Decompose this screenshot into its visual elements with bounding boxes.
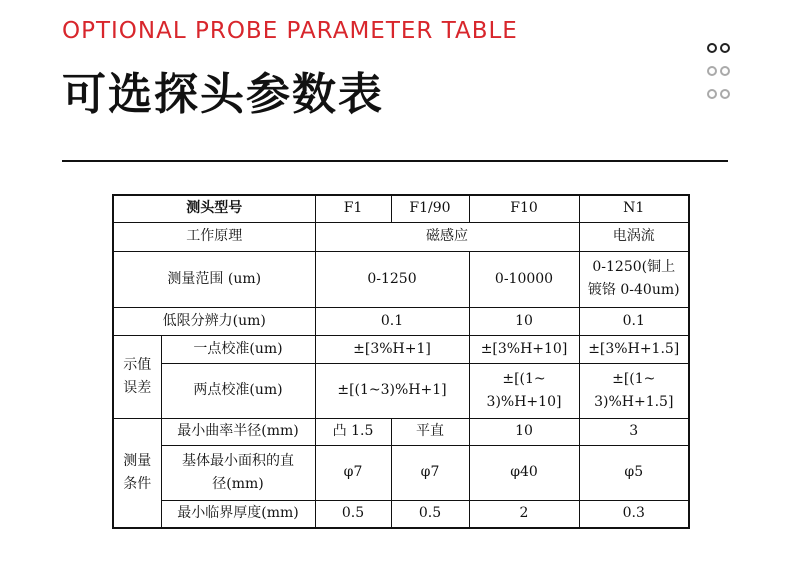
row-label xyxy=(161,445,315,500)
cell-line: 基体最小面积的直 xyxy=(182,452,294,469)
header-cell: F1/90 xyxy=(391,195,469,222)
group-label xyxy=(113,418,161,528)
row-label: 两点校准(um) xyxy=(161,363,315,418)
cell-line: 测量 xyxy=(123,452,152,469)
table-cell xyxy=(579,363,689,418)
cell-line: 3)%H+10] xyxy=(486,393,562,410)
cell-line: 0-1250(铜上 xyxy=(592,259,676,275)
header-cell: 测头型号 xyxy=(113,195,315,222)
header-cell: N1 xyxy=(579,195,689,222)
row-label: 测量范围 (um) xyxy=(113,251,315,307)
table-row xyxy=(113,307,689,335)
table-cell: φ5 xyxy=(579,445,689,500)
row-label: 一点校准(um) xyxy=(161,335,315,363)
row-label: 最小曲率半径(mm) xyxy=(161,418,315,445)
cell-line: ±[(1~ xyxy=(502,370,546,387)
row-label: 工作原理 xyxy=(113,222,315,251)
table-cell: 磁感应 xyxy=(315,222,579,251)
table-row xyxy=(113,500,689,528)
table-cell: φ7 xyxy=(391,445,469,500)
cell-line: 镀铬 0-40um) xyxy=(587,282,680,298)
table-cell: φ40 xyxy=(469,445,579,500)
row-label: 低限分辨力(um) xyxy=(113,307,315,335)
table-cell: 0-1250 xyxy=(315,251,469,307)
table-cell: φ7 xyxy=(315,445,391,500)
table-row xyxy=(113,251,689,307)
header-cell: F1 xyxy=(315,195,391,222)
table-cell xyxy=(469,363,579,418)
cell-line: 误差 xyxy=(123,379,152,396)
table-cell: 凸 1.5 xyxy=(315,418,391,445)
table-cell: ±[3%H+1.5] xyxy=(579,335,689,363)
table-cell xyxy=(579,251,689,307)
page-title: 可选探头参数表 xyxy=(62,69,384,120)
table-cell: 3 xyxy=(579,418,689,445)
table-cell: 0.1 xyxy=(315,307,469,335)
eyebrow-title: OPTIONAL PROBE PARAMETER TABLE xyxy=(62,18,518,44)
table-cell: 10 xyxy=(469,307,579,335)
table-row xyxy=(113,222,689,251)
table-row xyxy=(113,445,689,500)
cell-line: 径(mm) xyxy=(212,475,264,492)
table-cell: 0-10000 xyxy=(469,251,579,307)
table-row xyxy=(113,335,689,363)
cell-line: 3)%H+1.5] xyxy=(594,393,674,410)
table-row xyxy=(113,363,689,418)
table-row xyxy=(113,418,689,445)
cell-line: 条件 xyxy=(123,475,152,492)
table-cell: 0.1 xyxy=(579,307,689,335)
table-cell: 0.5 xyxy=(315,500,391,528)
probe-parameter-table xyxy=(112,194,690,529)
table-cell: ±[(1~3)%H+1] xyxy=(315,363,469,418)
title-divider xyxy=(62,160,728,162)
table-cell: ±[3%H+10] xyxy=(469,335,579,363)
table-row xyxy=(113,195,689,222)
cell-line: ±[(1~ xyxy=(612,370,656,387)
table-cell: 0.5 xyxy=(391,500,469,528)
group-label xyxy=(113,335,161,418)
table-cell: 0.3 xyxy=(579,500,689,528)
table-cell: 平直 xyxy=(391,418,469,445)
decorative-dots-icon xyxy=(707,43,730,112)
table-cell: 2 xyxy=(469,500,579,528)
table-cell: 10 xyxy=(469,418,579,445)
cell-line: 示值 xyxy=(123,356,152,373)
row-label: 最小临界厚度(mm) xyxy=(161,500,315,528)
table-cell: 电涡流 xyxy=(579,222,689,251)
table-cell: ±[3%H+1] xyxy=(315,335,469,363)
header-cell: F10 xyxy=(469,195,579,222)
